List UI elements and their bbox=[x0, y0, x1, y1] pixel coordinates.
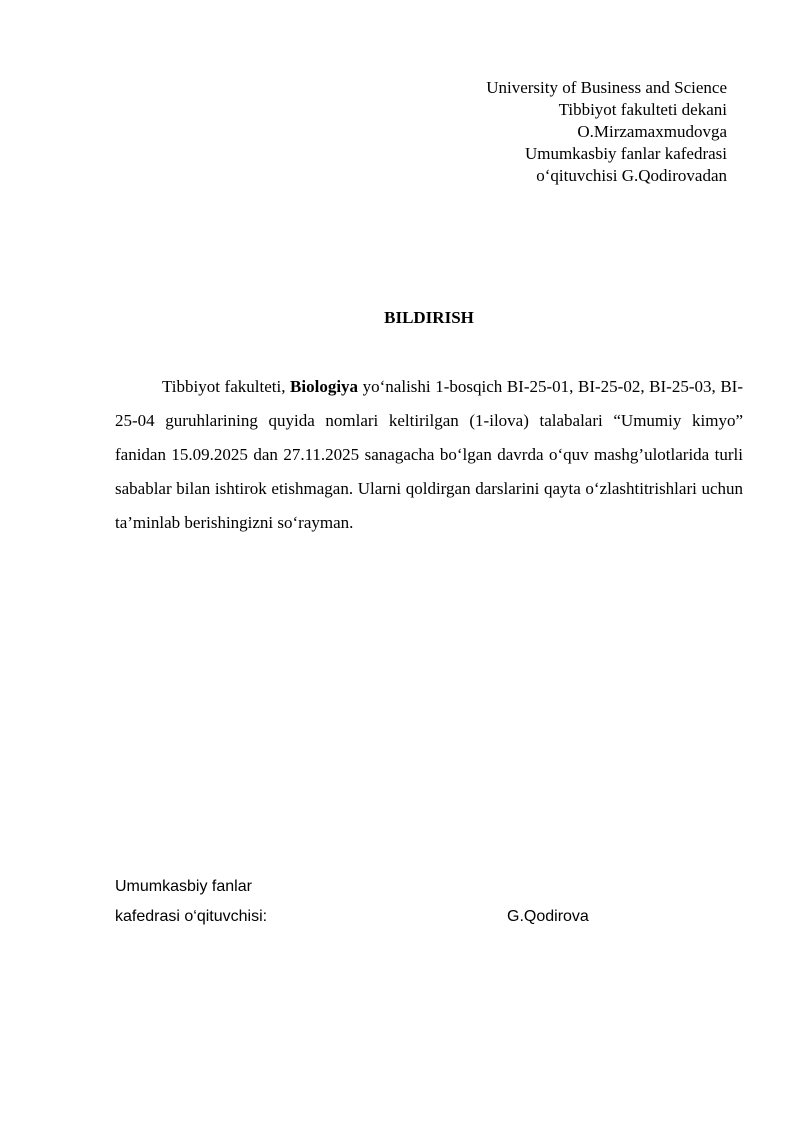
signature-position: kafedrasi o‘qituvchisi: bbox=[115, 908, 268, 925]
addressee-name: O.Mirzamaxmudovga bbox=[577, 122, 727, 141]
signature-line-2 bbox=[115, 902, 743, 932]
body-prefix: Tibbiyot fakulteti, bbox=[162, 377, 291, 396]
sender-department: Umumkasbiy fanlar kafedrasi bbox=[524, 144, 727, 163]
sender-name: o‘qituvchisi G.Qodirovadan bbox=[536, 166, 727, 185]
addressee-block bbox=[486, 77, 727, 187]
signature-department: Umumkasbiy fanlar bbox=[115, 878, 252, 895]
document-title: BILDIRISH bbox=[384, 308, 474, 327]
signature-block bbox=[115, 872, 743, 932]
body-suffix: yo‘nalishi 1-bosqich BI-25-01, BI-25-02, BI-25-03, BI-25-04 guruhlarining quyida nomlari keltirilgan (1-ilova) talabalari “Umumiy kimyo” fanidan 15.09.2025 dan 27.11.2025 sanagacha bo‘lgan davrda o‘quv mashg’ulotlarida turli sabablar bilan ishtirok etishmagan. Ularni qoldirgan darslarini qayta o‘zlashtitrishlari uchun ta’minlab berishingizni so‘rayman. bbox=[115, 377, 743, 532]
addressee-position: Tibbiyot fakulteti dekani bbox=[558, 100, 727, 119]
signature-line-1 bbox=[115, 872, 743, 902]
addressee-university: University of Business and Science bbox=[486, 78, 727, 97]
body-paragraph bbox=[115, 370, 743, 540]
signature-name: G.Qodirova bbox=[507, 908, 589, 925]
body-program-name: Biologiya bbox=[290, 377, 359, 396]
